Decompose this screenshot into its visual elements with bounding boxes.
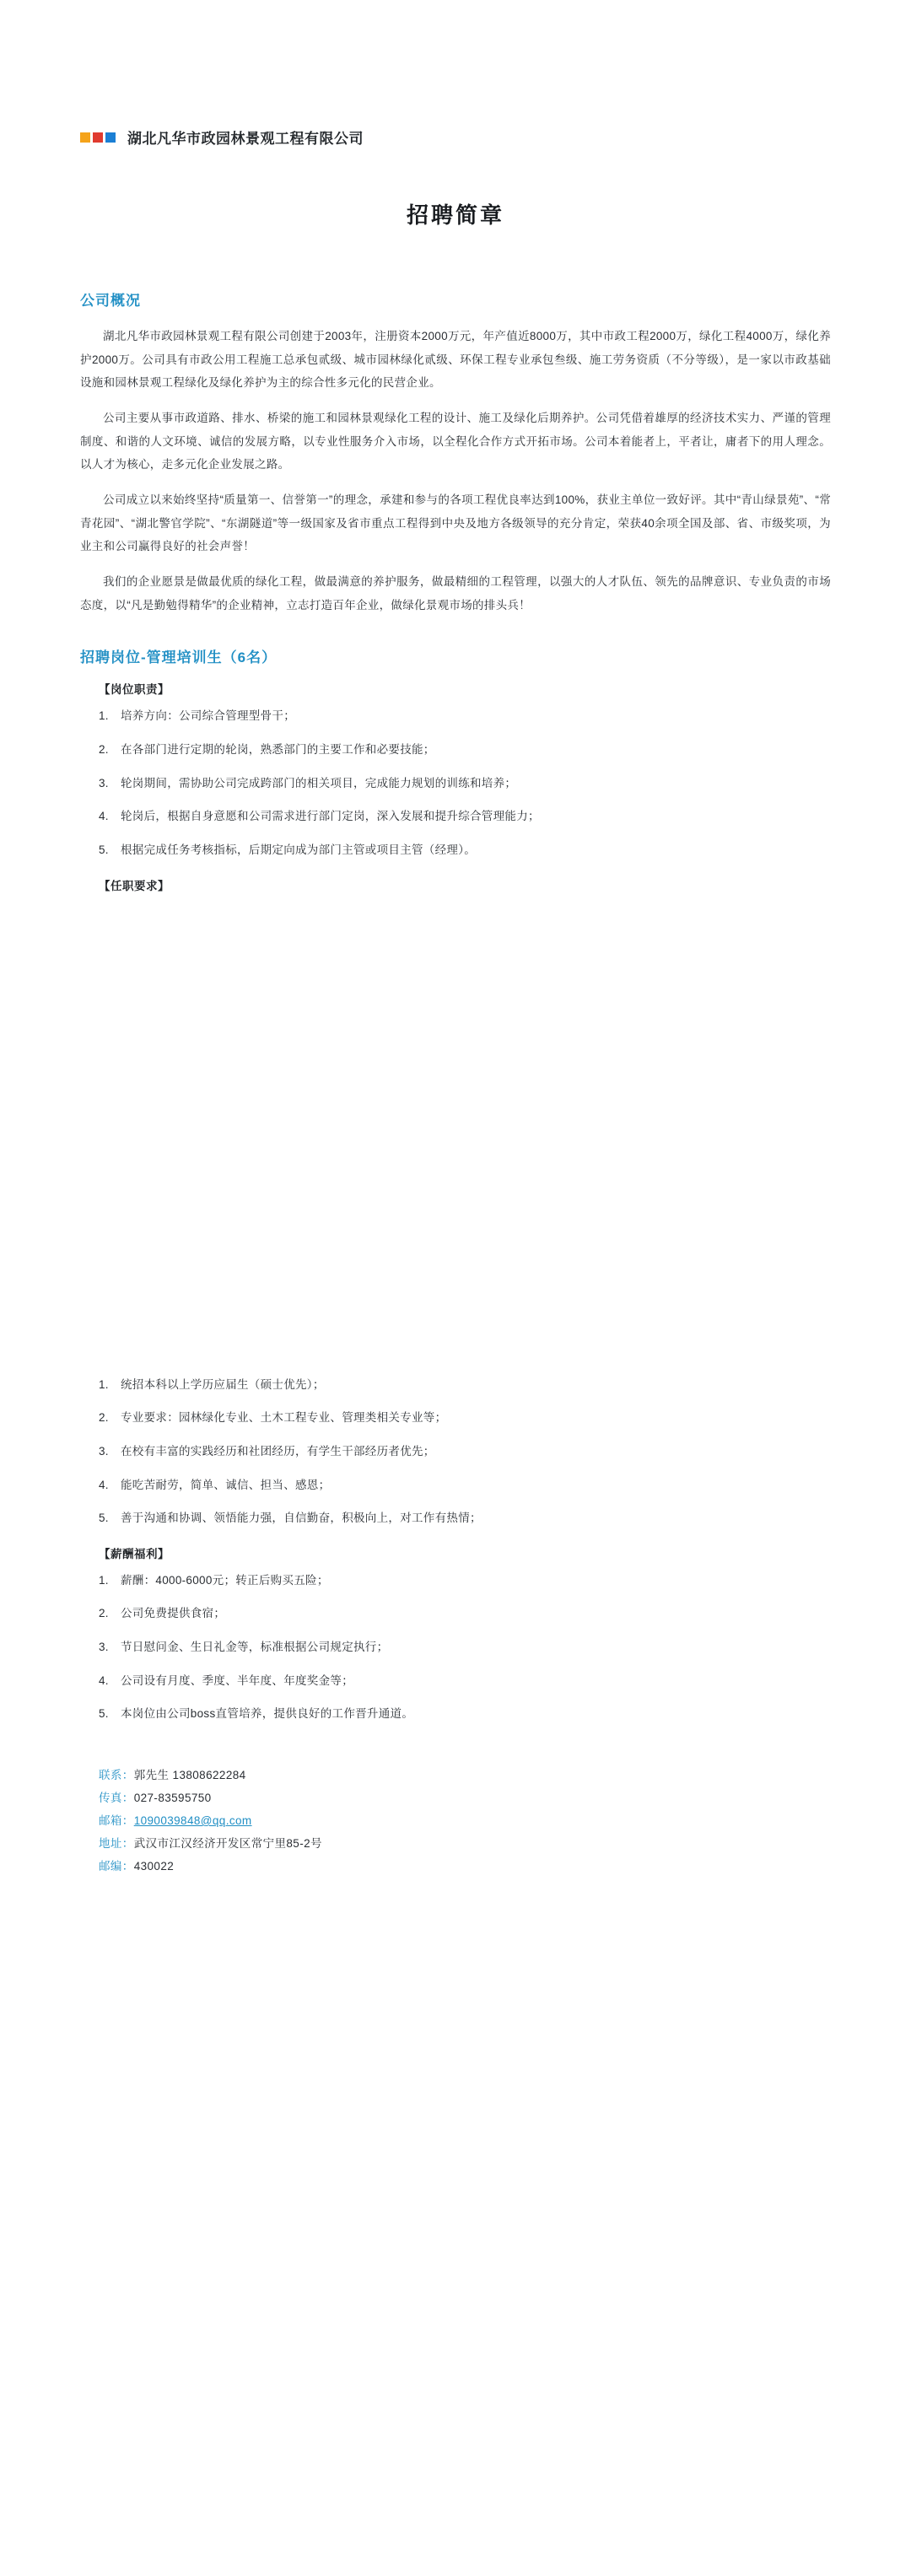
list-item-number: 5. [99, 1707, 109, 1721]
blank-space [80, 902, 831, 1374]
subheading-duties: 【岗位职责】 [99, 683, 170, 697]
list-item-number: 3. [99, 776, 109, 790]
contact-label: 传真： [99, 1792, 134, 1804]
contact-line-postcode [99, 1855, 831, 1878]
section-title-position: 招聘岗位-管理培训生（6名） [80, 649, 278, 666]
list-item-text: 在各部门进行定期的轮岗，熟悉部门的主要工作和必要技能； [121, 743, 435, 757]
contact-block [80, 1764, 831, 1878]
list-item-text: 节日慰问金、生日礼金等，标准根据公司规定执行； [121, 1641, 389, 1654]
contact-email-link[interactable]: 1090039848@qq.com [133, 1814, 252, 1827]
contact-line-phone [99, 1764, 831, 1786]
contact-label: 地址： [99, 1837, 134, 1850]
list-item-text: 专业要求：园林绿化专业、土木工程专业、管理类相关专业等； [121, 1411, 447, 1425]
overview-paragraph: 我们的企业愿景是做最优质的绿化工程，做最满意的养护服务，做最精细的工程管理，以强大的人才队伍、领先的品牌意识、专业负责的市场态度，以“凡是勤勉得精华”的企业精神，立志打造百年企业，做绿化景观市场的排头兵！ [80, 575, 831, 612]
contact-value: 武汉市江汉经济开发区常宁里85-2号 [133, 1837, 322, 1850]
list-item-text: 能吃苦耐劳，简单、诚信、担当、感恩； [121, 1478, 331, 1491]
list-item-number: 1. [99, 1377, 109, 1391]
document-header [80, 127, 831, 148]
list-item-text: 公司设有月度、季度、半年度、年度奖金等； [121, 1673, 353, 1687]
contact-label: 邮箱： [99, 1814, 134, 1827]
list-item-text: 公司免费提供食宿； [121, 1607, 226, 1620]
subheading-benefits: 【薪酬福利】 [99, 1547, 170, 1560]
list-item-text: 本岗位由公司boss直管培养，提供良好的工作晋升通道。 [121, 1707, 414, 1721]
page-title: 招聘简章 [406, 202, 504, 228]
overview-paragraph: 公司主要从事市政道路、排水、桥梁的施工和园林景观绿化工程的设计、施工及绿化后期养护。公司凭借着雄厚的经济技术实力、严谨的管理制度、和谐的人文环境、诚信的发展方略，以专业性服务介入市场，以全程化合作方式开拓市场。公司本着能者上，平者让，庸者下的用人理念。以人才为核心，走多元化企业发展之路。 [80, 412, 831, 472]
list-item-number: 5. [99, 843, 109, 856]
list-item [99, 1474, 831, 1496]
list-item-number: 3. [99, 1444, 109, 1458]
list-item [99, 1570, 831, 1592]
list-item [99, 1507, 831, 1529]
list-item-text: 轮岗期间，需协助公司完成跨部门的相关项目，完成能力规划的训练和培养； [121, 776, 517, 790]
list-item [99, 1603, 831, 1625]
duty-list [80, 705, 831, 860]
contact-line-email [99, 1809, 831, 1832]
list-item [99, 1441, 831, 1463]
list-item-number: 5. [99, 1512, 109, 1525]
list-item [99, 739, 831, 761]
list-item [99, 839, 831, 861]
contact-line-address [99, 1832, 831, 1855]
list-item [99, 705, 831, 727]
contact-line-fax [99, 1786, 831, 1809]
list-item-text: 善于沟通和协调、领悟能力强，自信勤奋，积极向上，对工作有热情； [121, 1512, 482, 1525]
section-title-overview: 公司概况 [80, 293, 141, 309]
list-item-number: 2. [99, 743, 109, 757]
list-item [99, 1407, 831, 1429]
list-item-text: 轮岗后，根据自身意愿和公司需求进行部门定岗，深入发展和提升综合管理能力； [121, 810, 540, 823]
list-item-number: 4. [99, 1673, 109, 1687]
list-item-text: 培养方向：公司综合管理型骨干； [121, 709, 295, 723]
list-item-number: 4. [99, 810, 109, 823]
list-item [99, 1374, 831, 1396]
list-item-number: 4. [99, 1478, 109, 1491]
contact-value: 430022 [133, 1860, 175, 1873]
list-item-number: 1. [99, 709, 109, 723]
list-item-text: 在校有丰富的实践经历和社团经历，有学生干部经历者优先； [121, 1444, 435, 1458]
list-item [99, 806, 831, 827]
list-item-text: 薪酬：4000-6000元；转正后购买五险； [121, 1573, 329, 1587]
list-item [99, 1636, 831, 1658]
list-item [99, 773, 831, 795]
list-item-number: 2. [99, 1411, 109, 1425]
list-item-text: 根据完成任务考核指标，后期定向成为部门主管或项目主管（经理）。 [121, 843, 477, 856]
list-item-text: 统招本科以上学历应届生（硕士优先）； [121, 1377, 325, 1391]
list-item-number: 1. [99, 1573, 109, 1587]
list-item [99, 1703, 831, 1725]
overview-paragraph: 公司成立以来始终坚持“质量第一、信誉第一”的理念，承建和参与的各项工程优良率达到100%，获业主单位一致好评。其中“青山绿景苑”、“常青花园”、“湖北警官学院”、“东湖隧道”等一级国家及省市重点工程得到中央及地方各级领导的充分肯定，荣获40余项全国及部、省、市级奖项，为业主和公司赢得良好的社会声誉！ [80, 493, 831, 553]
contact-value: 027-83595750 [133, 1792, 212, 1804]
list-item-number: 3. [99, 1641, 109, 1654]
benefit-list [80, 1570, 831, 1725]
subheading-requirements: 【任职要求】 [99, 879, 170, 892]
overview-paragraph: 湖北凡华市政园林景观工程有限公司创建于2003年，注册资本2000万元，年产值近8000万，其中市政工程2000万，绿化工程4000万，绿化养护2000万。公司具有市政公用工程施工总承包贰级、城市园林绿化贰级、环保工程专业承包叁级、施工劳务资质（不分等级），是一家以市政基础设施和园林景观工程绿化及绿化养护为主的综合性多元化的民营企业。 [80, 330, 831, 390]
company-logo-icon [80, 132, 116, 143]
company-name: 湖北凡华市政园林景观工程有限公司 [127, 131, 364, 147]
contact-value: 郭先生 13808622284 [133, 1769, 246, 1781]
requirement-list [80, 1374, 831, 1529]
contact-label: 邮编： [99, 1860, 134, 1873]
list-item-number: 2. [99, 1607, 109, 1620]
contact-label: 联系： [99, 1769, 134, 1781]
list-item [99, 1670, 831, 1692]
